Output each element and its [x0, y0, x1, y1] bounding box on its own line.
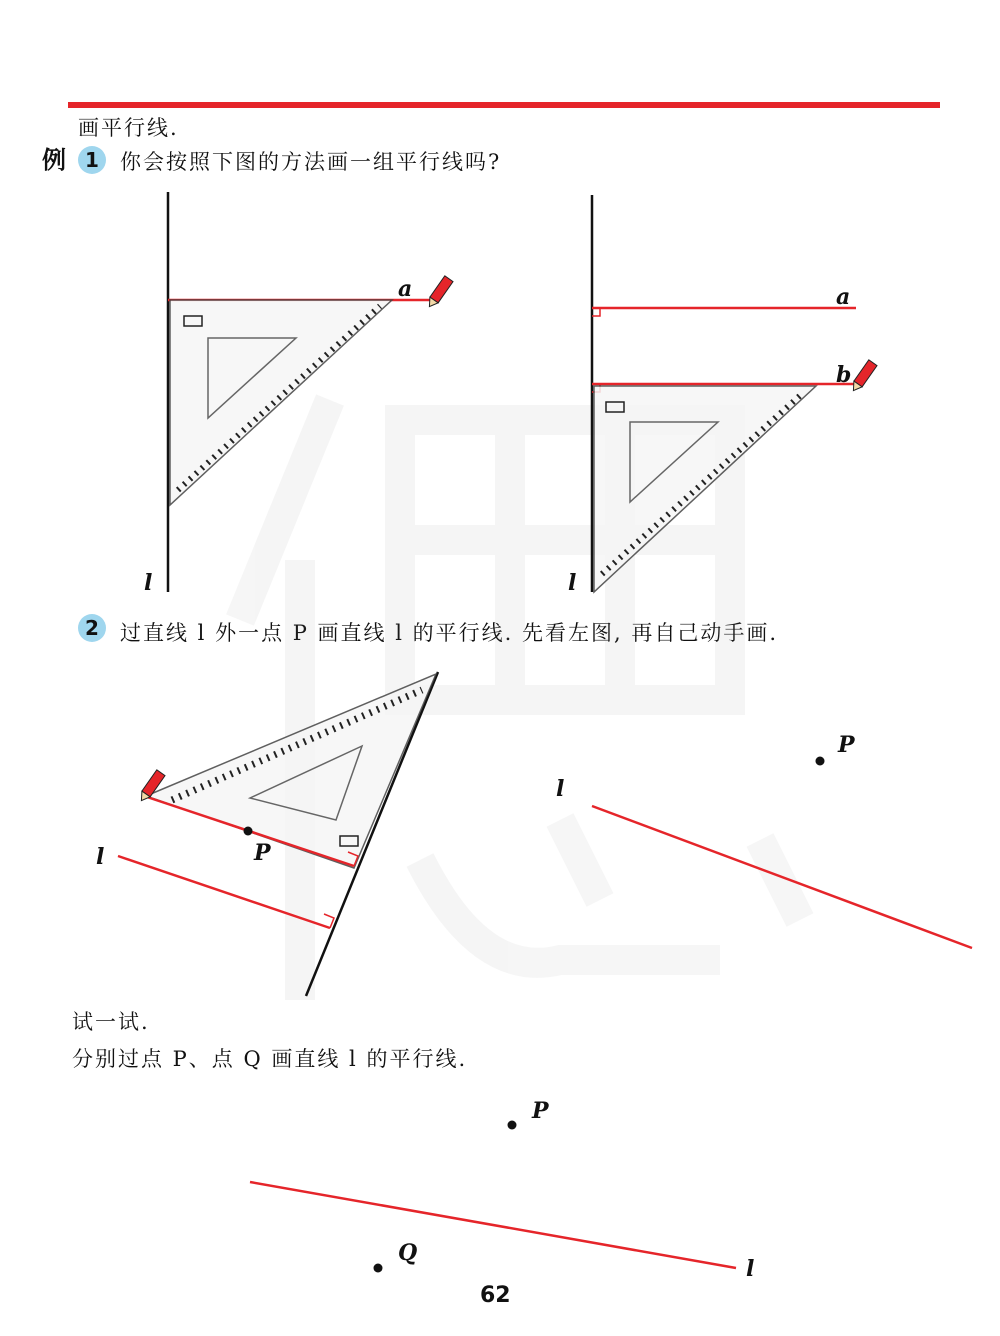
example-label: 例	[42, 146, 66, 174]
pencil-icon	[849, 360, 877, 394]
question-1-badge: 1	[78, 146, 106, 174]
try-title: 试一试.	[72, 1010, 150, 1034]
label-q-try: Q	[398, 1240, 418, 1266]
label-p-try: P	[532, 1098, 549, 1124]
point-p-dot	[244, 827, 253, 836]
question-1-text: 你会按照下图的方法画一组平行线吗?	[120, 150, 502, 174]
label-a-left: a	[398, 276, 413, 302]
page-number: 62	[480, 1283, 511, 1308]
point-p-dot-2	[816, 757, 825, 766]
pencil-icon	[425, 276, 453, 310]
label-l-right: l	[568, 570, 577, 596]
label-a-right: a	[836, 284, 851, 310]
set-square-left-1	[170, 300, 392, 505]
label-p-fig2-left: P	[254, 840, 271, 866]
watermark	[240, 400, 800, 1000]
intro-text: 画平行线.	[78, 116, 179, 140]
label-l-left: l	[144, 570, 153, 596]
label-l-fig2-left: l	[96, 844, 105, 870]
figure-2-left	[118, 672, 438, 996]
label-l-try: l	[746, 1256, 755, 1282]
line-l-diagonal-2	[592, 806, 972, 948]
set-square-right-1	[594, 386, 816, 592]
question-2-badge: 2	[78, 614, 106, 642]
question-2-text: 过直线 l 外一点 P 画直线 l 的平行线. 先看左图, 再自己动手画.	[120, 621, 778, 645]
line-l-try	[250, 1182, 736, 1268]
point-q-dot-try	[374, 1264, 383, 1273]
try-figure	[250, 1121, 736, 1273]
point-p-dot-try	[508, 1121, 517, 1130]
label-b-right: b	[836, 362, 852, 388]
try-instruction: 分别过点 P、点 Q 画直线 l 的平行线.	[72, 1047, 468, 1071]
label-l-fig2-right: l	[556, 776, 565, 802]
label-p-fig2-right: P	[838, 732, 855, 758]
